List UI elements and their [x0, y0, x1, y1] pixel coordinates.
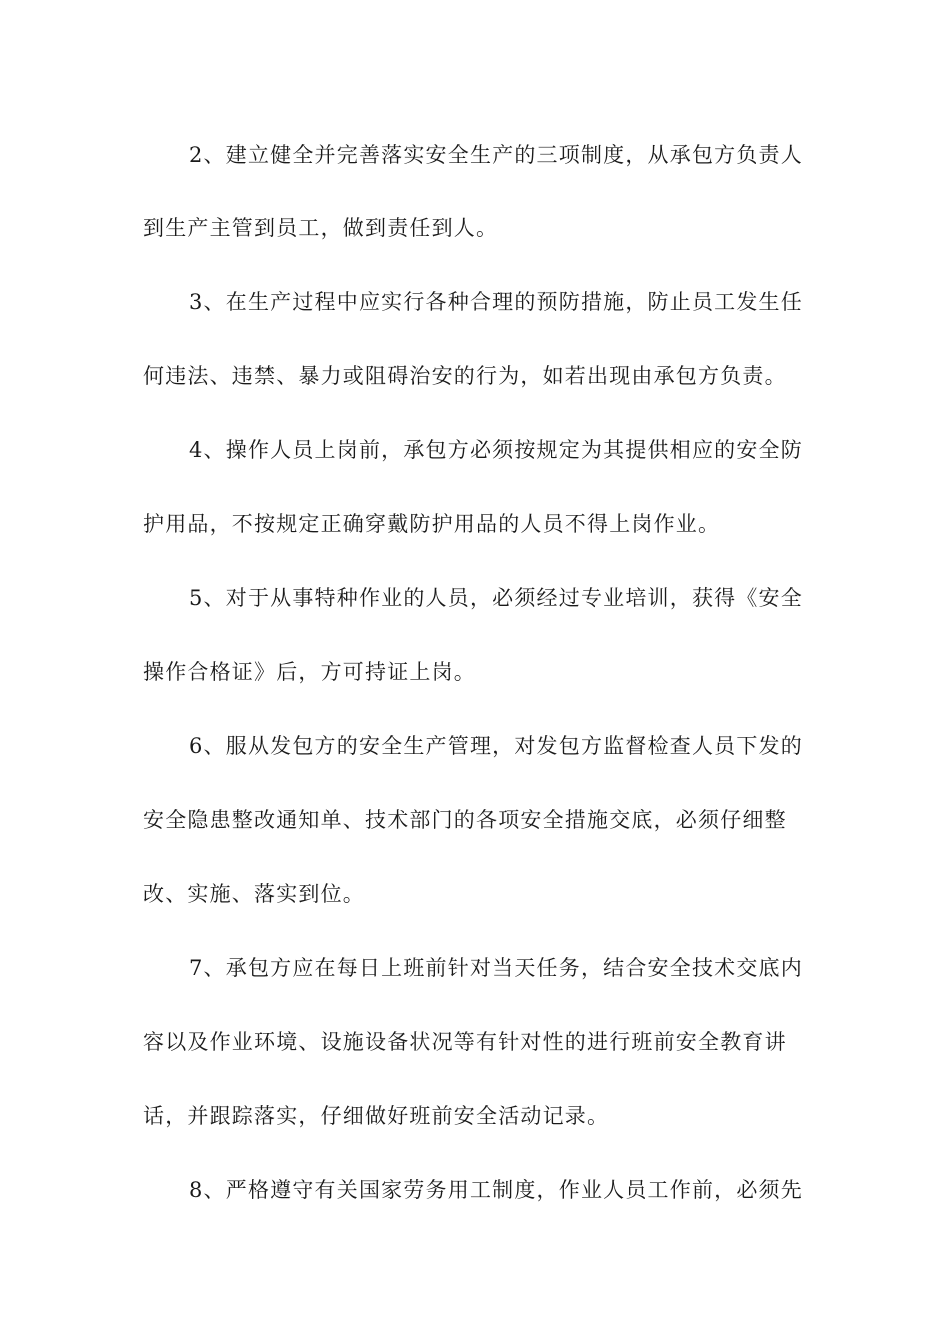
item-4-line-1: 4、操作人员上岗前，承包方必须按规定为其提供相应的安全防 [189, 438, 803, 462]
item-4-line-2: 护用品，不按规定正确穿戴防护用品的人员不得上岗作业。 [143, 512, 721, 536]
item-2-line-2: 到生产主管到员工，做到责任到人。 [143, 216, 499, 240]
item-2-line-1: 2、建立健全并完善落实安全生产的三项制度，从承包方负责人 [189, 143, 803, 167]
item-6-line-2: 安全隐患整改通知单、技术部门的各项安全措施交底，必须仔细整 [143, 808, 787, 832]
item-5-line-1: 5、对于从事特种作业的人员，必须经过专业培训，获得《安全 [189, 586, 803, 610]
item-7-line-2: 容以及作业环境、设施设备状况等有针对性的进行班前安全教育讲 [143, 1030, 787, 1054]
item-7-line-3: 话，并跟踪落实，仔细做好班前安全活动记录。 [143, 1104, 610, 1128]
item-3-line-1: 3、在生产过程中应实行各种合理的预防措施，防止员工发生任 [189, 290, 803, 314]
item-3-line-2: 何违法、违禁、暴力或阻碍治安的行为，如若出现由承包方负责。 [143, 364, 787, 388]
item-8-line-1: 8、严格遵守有关国家劳务用工制度，作业人员工作前，必须先 [189, 1178, 803, 1202]
item-5-line-2: 操作合格证》后，方可持证上岗。 [143, 660, 476, 684]
item-6-line-3: 改、实施、落实到位。 [143, 882, 365, 906]
item-7-line-1: 7、承包方应在每日上班前针对当天任务，结合安全技术交底内 [189, 956, 803, 980]
item-6-line-1: 6、服从发包方的安全生产管理，对发包方监督检查人员下发的 [189, 734, 803, 758]
